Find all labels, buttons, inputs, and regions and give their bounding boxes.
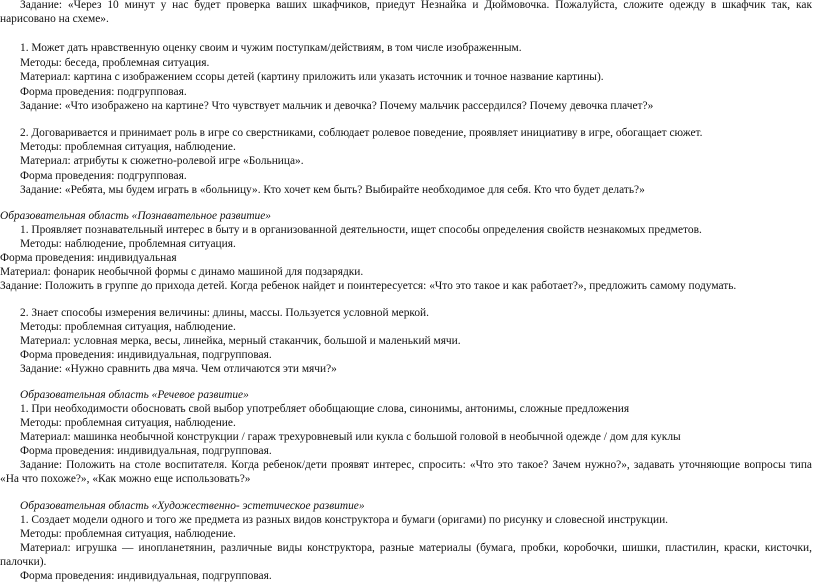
cognitive-criterion-2-task: Задание: «Нужно сравнить два мяча. Чем отличаются эти мячи?» [20, 363, 337, 375]
cognitive-criterion-2-form: Форма проведения: индивидуальная, подгрупповая. [20, 349, 272, 361]
criterion-1-methods: Методы: беседа, проблемная ситуация. [20, 57, 210, 69]
criterion-1-material: Материал: картина с изображением ссоры детей (картину приложить или указать источник и точное название картины). [20, 71, 604, 83]
intro-task-line-1: Задание: «Через 10 минут у нас будет проверка ваших шкафчиков, приедут Незнайка и Дюймовочка. Пожалуйста, сложите одежду в шкафчик так, как [20, 0, 812, 11]
section-title-speech: Образовательная область «Речевое развитие» [20, 389, 249, 401]
criterion-2-task: Задание: «Ребята, мы будем играть в «больницу». Кто хочет кем быть? Выбирайте необходимое для себя. Кто что будет делать?» [20, 184, 645, 196]
speech-criterion-1-form: Форма проведения: индивидуальная, подгрупповая. [20, 445, 272, 457]
speech-criterion-1-material: Материал: машинка необычной конструкции / гараж трехуровневый или кукла с большой головой в необычной одежде / дом для куклы [20, 431, 681, 443]
speech-criterion-1-task-line-1: Задание: Положить на столе воспитателя. Когда ребенок/дети проявят интерес, спросить: «Что это такое? Зачем нужно?», задавать уточняющие вопросы типа [20, 459, 812, 471]
art-criterion-1-material-line-1: Материал: игрушка — инопланетянин, различные виды конструктора, разные материалы (бумага, пробки, коробочки, шишки, пластилин, краски, кисточки, [20, 542, 812, 554]
speech-criterion-1-text: 1. При необходимости обосновать свой выбор употребляет обобщающие слова, синонимы, антонимы, сложные предложения [20, 403, 630, 415]
criterion-2-form: Форма проведения: подгрупповая. [20, 170, 187, 182]
criterion-2-material: Материал: атрибуты к сюжетно-ролевой игре «Больница». [20, 155, 304, 167]
criterion-1-task: Задание: «Что изображено на картине? Что чувствует мальчик и девочка? Почему мальчик рассердился? Почему девочка плачет?» [20, 100, 654, 112]
cognitive-criterion-2-material: Материал: условная мерка, весы, линейка, мерный стаканчик, большой и маленький мячи. [20, 335, 461, 347]
criterion-1-text: 1. Может дать нравственную оценку своим и чужим поступкам/действиям, в том числе изображенным. [20, 42, 522, 54]
art-criterion-1-form: Форма проведения: индивидуальная, подгрупповая. [20, 570, 272, 582]
cognitive-criterion-1-material: Материал: фонарик необычной формы с динамо машиной для подзарядки. [0, 266, 364, 278]
cognitive-criterion-2-methods: Методы: проблемная ситуация, наблюдение. [20, 321, 236, 333]
criterion-2-text: 2. Договаривается и принимает роль в игре со сверстниками, соблюдает ролевое поведение, проявляет инициативу в игре, обогащает сюжет. [20, 127, 703, 139]
speech-criterion-1-task-line-2: «На что похоже?», «Как можно еще использовать?» [0, 473, 251, 485]
section-title-cognitive: Образовательная область «Познавательное развитие» [0, 210, 271, 222]
art-criterion-1-material-line-2: палочки). [0, 556, 47, 568]
speech-criterion-1-methods: Методы: проблемная ситуация, наблюдение. [20, 417, 236, 429]
art-criterion-1-text: 1. Создает модели одного и того же предмета из разных видов конструктора и бумаги (оригами) по рисунку и словесной инструкции. [20, 514, 669, 526]
criterion-2-methods: Методы: проблемная ситуация, наблюдение. [20, 141, 236, 153]
cognitive-criterion-1-task: Задание: Положить в группе до прихода детей. Когда ребенок найдет и поинтересуется: «Что это такое и как работает?», предложить самому подумать. [0, 280, 737, 292]
cognitive-criterion-1-text: 1. Проявляет познавательный интерес в быту и в организованной деятельности, ищет способы определения свойств незнакомых предметов. [20, 224, 702, 236]
cognitive-criterion-1-form: Форма проведения: индивидуальная [0, 252, 177, 264]
intro-task-line-2: нарисовано на схеме». [0, 13, 109, 25]
section-title-art: Образовательная область «Художественно- эстетическое развитие» [20, 500, 365, 512]
cognitive-criterion-1-methods: Методы: наблюдение, проблемная ситуация. [20, 238, 236, 250]
art-criterion-1-methods: Методы: проблемная ситуация, наблюдение. [20, 528, 236, 540]
cognitive-criterion-2-text: 2. Знает способы измерения величины: длины, массы. Пользуется условной меркой. [20, 307, 429, 319]
criterion-1-form: Форма проведения: подгрупповая. [20, 86, 187, 98]
